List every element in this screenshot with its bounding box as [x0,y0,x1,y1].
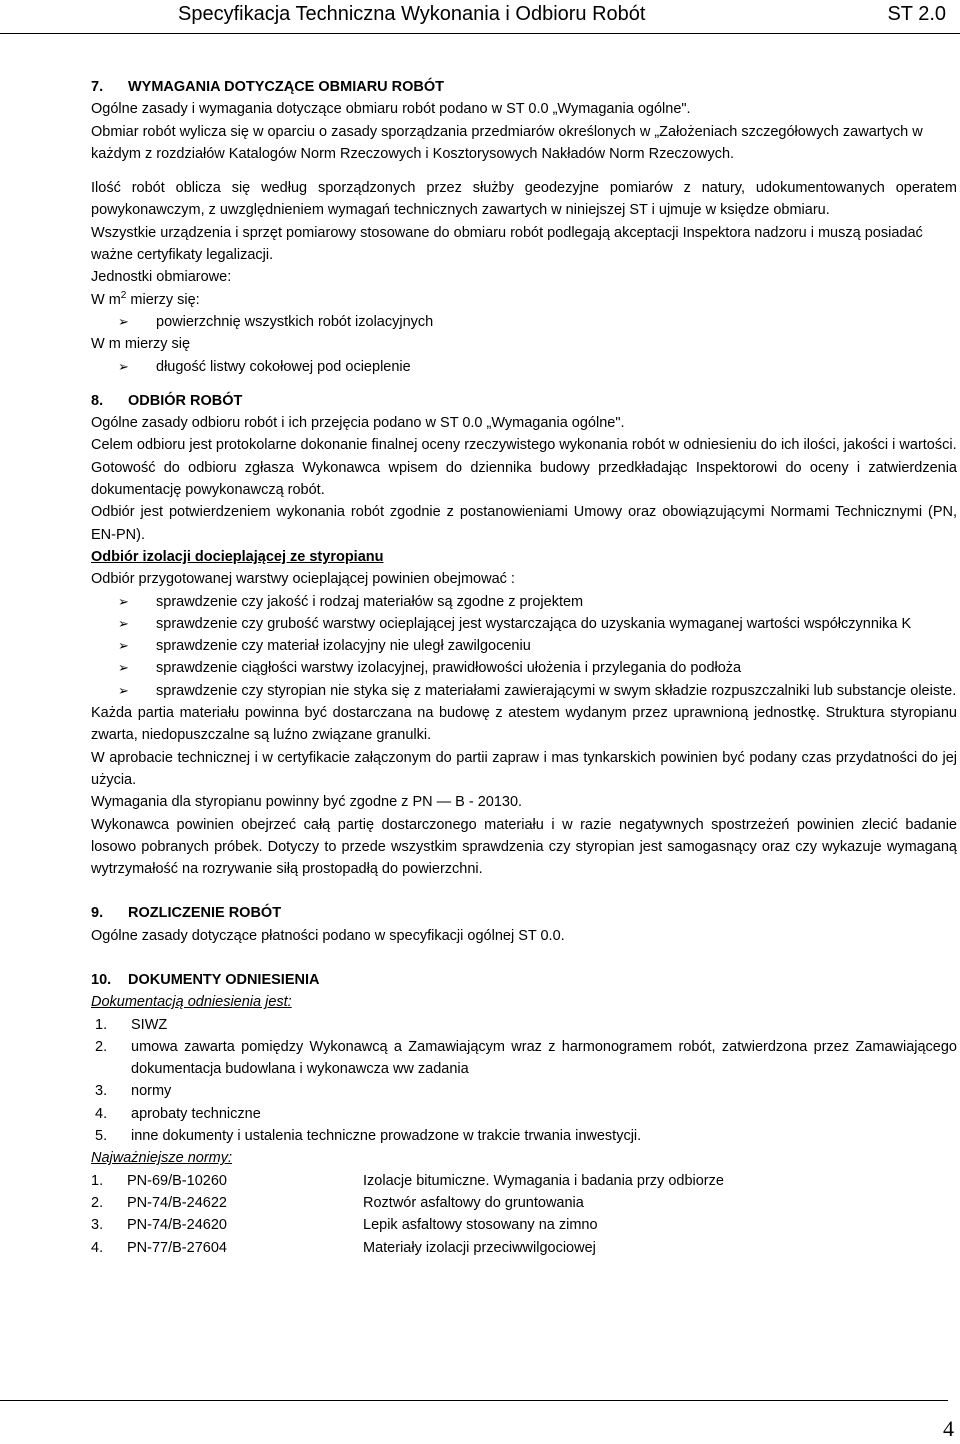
paragraph: Odbiór przygotowanej warstwy ocieplającej powinien obejmować : [91,571,515,588]
page-header [0,0,960,32]
arrow-bullet-icon: ➢ [118,682,129,698]
paragraph: Ogólne zasady odbioru robót i ich przejęcia podano w ST 0.0 „Wymagania ogólne". [91,415,625,432]
list-item: ➢ sprawdzenie czy jakość i rodzaj materiałów są zgodne z projektem [91,591,957,613]
unit-m-line: W m mierzy się [91,336,191,353]
section-8-heading: 8. ODBIÓR ROBÓT [91,392,243,409]
table-row: 3. PN-74/B-24620 Lepik asfaltowy stosowany na zimno [91,1217,598,1234]
footer-rule [0,1400,948,1401]
norms-table [91,1170,724,1259]
paragraph: Obmiar robót wylicza się w oparciu o zasady sporządzania przedmiarów określonych w „Założeniach szczegółowych zawartych w każdym z rozdziałów Katalogów Norm Rzeczowych i Kosztorysowych Nakładów Norm Rzeczowych. [91,123,923,162]
paragraph: Wykonawca powinien obejrzeć całą partię dostarczonego materiału i w razie negatywnych spostrzeżeń powinien zlecić badanie losowo pobranych próbek. Dotyczy to przede wszystkim sprawdzenia czy styropian jest samogasnący oraz czy wykazuje wymaganą wytrzymałość na rozrywanie siłą prostopadłą do powierzchni. [91,816,957,878]
paragraph: Gotowość do odbioru zgłasza Wykonawca wpisem do dziennika budowy przedkładając Inspektorowi do oceny i zatwierdzenia dokumentację powykonawczą robót. [91,459,957,499]
paragraph: Ilość robót oblicza się według sporządzonych przez służby geodezyjne pomiarów z natury, udokumentowanych operatem powykonawczym, z uwzględnieniem wymagań technicznych zawartych w niniejszej ST i ujmuje w księdze obmiaru. [91,180,957,219]
page-number: 4 [943,1416,954,1441]
paragraph: Wymagania dla styropianu powinny być zgodne z PN — B - 20130. [91,794,523,811]
table-row: 2. PN-74/B-24622 Roztwór asfaltowy do gruntowania [91,1194,584,1211]
document-body [91,76,957,1259]
bullet-list [91,311,957,333]
list-item: 3. normy [95,1083,172,1100]
section-9-heading: 9. ROZLICZENIE ROBÓT [91,905,282,922]
section-10-heading: 10. DOKUMENTY ODNIESIENIA [91,971,320,988]
arrow-bullet-icon: ➢ [118,593,129,609]
arrow-bullet-icon: ➢ [118,660,129,676]
list-item: ➢ sprawdzenie czy grubość warstwy ocieplającej jest wystarczająca do uzyskania wymaganej wartości współczynnika K [91,613,957,635]
list-item: ➢ sprawdzenie czy materiał izolacyjny nie uległ zawilgoceniu [91,635,957,657]
list-item: 4. aprobaty techniczne [95,1105,261,1122]
list-item: 5. inne dokumenty i ustalenia techniczne prowadzone w trakcie trwania inwestycji. [95,1128,642,1145]
document-title: Specyfikacja Techniczna Wykonania i Odbioru Robót [178,3,646,25]
table-row: 4. PN-77/B-27604 Materiały izolacji przeciwwilgociowej [91,1239,596,1256]
arrow-bullet-icon: ➢ [118,638,129,654]
paragraph: Ogólne zasady dotyczące płatności podano w specyfikacji ogólnej ST 0.0. [91,927,565,944]
list-item: ➢ powierzchnię wszystkich robót izolacyjnych [91,311,957,333]
docs-list [91,1014,957,1148]
header-rule [0,33,960,34]
paragraph: Odbiór jest potwierdzeniem wykonania robót zgodnie z postanowieniami Umowy oraz obowiązującymi Normami Technicznymi (PN, EN-PN). [91,504,957,543]
subheading: Odbiór izolacji docieplającej ze styropianu [91,548,384,565]
list-item: ➢ sprawdzenie czy styropian nie styka się z materiałami zawierającymi w swym składzie rozpuszczalniki lub substancje oleiste. [91,680,957,702]
paragraph: Każda partia materiału powinna być dostarczana na budowę z atestem wydanym przez uprawnioną jednostkę. Struktura styropianu zwarta, niedopuszczalne są luźno związane granulki. [91,705,957,744]
arrow-bullet-icon: ➢ [118,358,129,374]
docs-heading: Dokumentacją odniesienia jest: [91,994,292,1011]
page-footer [0,1400,960,1441]
list-item: 1. SIWZ [95,1016,168,1033]
arrow-bullet-icon: ➢ [118,615,129,631]
paragraph: Wszystkie urządzenia i sprzęt pomiarowy stosowane do obmiaru robót podlegają akceptacji Inspektora nadzoru i muszą posiadać ważne certyfikaty legalizacji. [91,224,923,264]
paragraph: Jednostki obmiarowe: [91,269,232,286]
norms-heading: Najważniejsze normy: [91,1150,233,1167]
paragraph: W aprobacie technicznej i w certyfikacie załączonym do partii zapraw i mas tynkarskich powinien być podany czas przydatności do jej użycia. [91,749,957,788]
bullet-list [91,356,957,378]
paragraph: Celem odbioru jest protokolarne dokonanie finalnej oceny rzeczywistego wykonania robót w odniesieniu do ich ilości, jakości i wartości. [91,437,957,454]
paragraph: Ogólne zasady i wymagania dotyczące obmiaru robót podano w ST 0.0 „Wymagania ogólne". [91,101,691,118]
table-row: 1. PN-69/B-10260 Izolacje bitumiczne. Wymagania i badania przy odbiorze [91,1172,724,1189]
unit-m2-line: W $m^2$ mierzy się: [91,289,200,308]
section-7-heading: 7. WYMAGANIA DOTYCZĄCE OBMIARU ROBÓT [91,79,445,95]
spec-code: ST 2.0 [887,3,946,25]
list-item: ➢ sprawdzenie ciągłości warstwy izolacyjnej, prawidłowości ułożenia i przylegania do podłoża [91,657,957,679]
bullet-list [91,591,957,702]
list-item: 2. umowa zawarta pomiędzy Wykonawcą a Zamawiającym wraz z harmonogramem robót, zatwierdzona przez Zamawiającego dokumentacja budowlana i wykonawcza ww zadania [95,1038,957,1078]
list-item: ➢ długość listwy cokołowej pod ocieplenie [91,356,957,378]
arrow-bullet-icon: ➢ [118,313,129,329]
